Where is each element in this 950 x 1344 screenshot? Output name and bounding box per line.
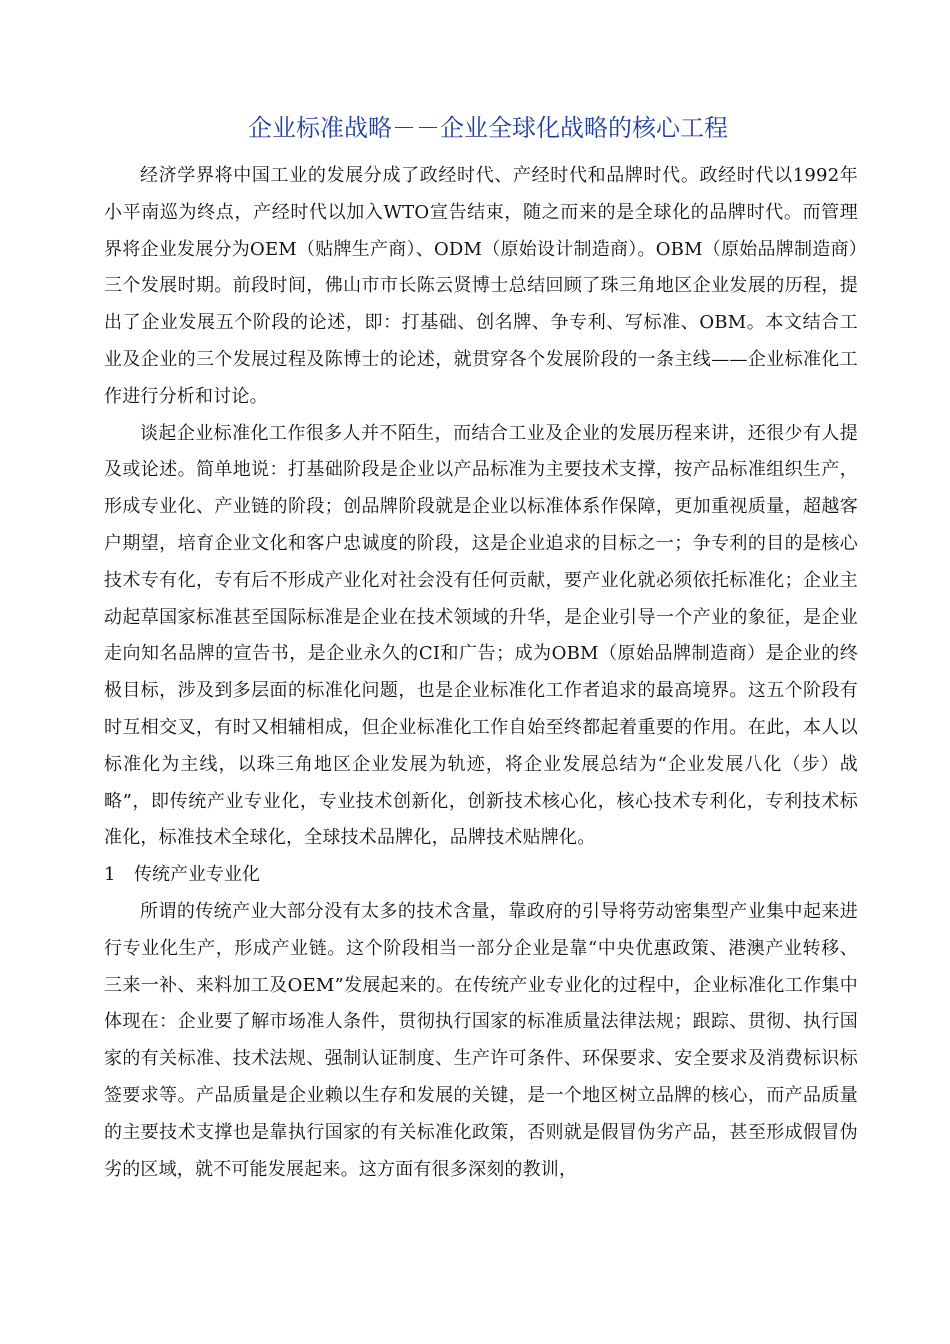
- document-title: 企业标准战略－－企业全球化战略的核心工程: [248, 114, 728, 142]
- section-number: 1: [104, 864, 116, 886]
- document-page: [104, 108, 858, 1188]
- paragraph-standardization: 谈起企业标准化工作很多人并不陌生，而结合工业及企业的发展历程来讲，还很少有人提及或论述。简单地说：打基础阶段是企业以产品标准为主要技术支撑，按产品标准组织生产，形成专业化、产业链的阶段；创品牌阶段就是企业以标准体系作保障，更加重视质量，超越客户期望，培育企业文化和客户忠诚度的阶段，这是企业追求的目标之一；争专利的目的是核心技术专有化，专有后不形成产业化对社会没有任何贡献，要产业化就必须依托标准化；企业主动起草国家标准甚至国际标准是企业在技术领域的升华，是企业引导一个产业的象征，是企业走向知名品牌的宣告书，是企业永久的CI和广告；成为OBM（原始品牌制造商）是企业的终极目标，涉及到多层面的标准化问题，也是企业标准化工作者追求的最高境界。这五个阶段有时互相交叉，有时又相辅相成，但企业标准化工作自始至终都起着重要的作用。在此，本人以标准化为主线，以珠三角地区企业发展为轨迹，将企业发展总结为“企业发展八化（步）战略”，即传统产业专业化，专业技术创新化，创新技术核心化，核心技术专利化，专利技术标准化，标准技术全球化，全球技术品牌化，品牌技术贴牌化。: [104, 422, 858, 849]
- paragraph-section1: 所谓的传统产业大部分没有太多的技术含量，靠政府的引导将劳动密集型产业集中起来进行专业化生产，形成产业链。这个阶段相当一部分企业是靠“中央优惠政策、港澳产业转移、三来一补、来料加工及OEM”发展起来的。在传统产业专业化的过程中，企业标准化工作集中体现在：企业要了解市场准人条件，贯彻执行国家的标准质量法律法规；跟踪、贯彻、执行国家的有关标准、技术法规、强制认证制度、生产许可条件、环保要求、安全要求及消费标识标签要求等。产品质量是企业赖以生存和发展的关键，是一个地区树立品牌的核心，而产品质量的主要技术支撑也是靠执行国家的有关标准化政策，否则就是假冒伪劣产品，甚至形成假冒伪劣的区域，就不可能发展起来。这方面有很多深刻的教训，: [104, 900, 858, 1180]
- section-title: 传统产业专业化: [134, 864, 260, 886]
- section-heading: [104, 857, 858, 894]
- paragraph-intro: 经济学界将中国工业的发展分成了政经时代、产经时代和品牌时代。政经时代以1992年小平南巡为终点，产经时代以加入WTO宣告结束，随之而来的是全球化的品牌时代。而管理界将企业发展分为OEM（贴牌生产商）、ODM（原始设计制造商）。OBM（原始品牌制造商）三个发展时期。前段时间，佛山市市长陈云贤博士总结回顾了珠三角地区企业发展的历程，提出了企业发展五个阶段的论述，即：打基础、创名牌、争专利、写标准、OBM。本文结合工业及企业的三个发展过程及陈博士的论述，就贯穿各个发展阶段的一条主线——企业标准化工作进行分析和讨论。: [104, 165, 858, 407]
